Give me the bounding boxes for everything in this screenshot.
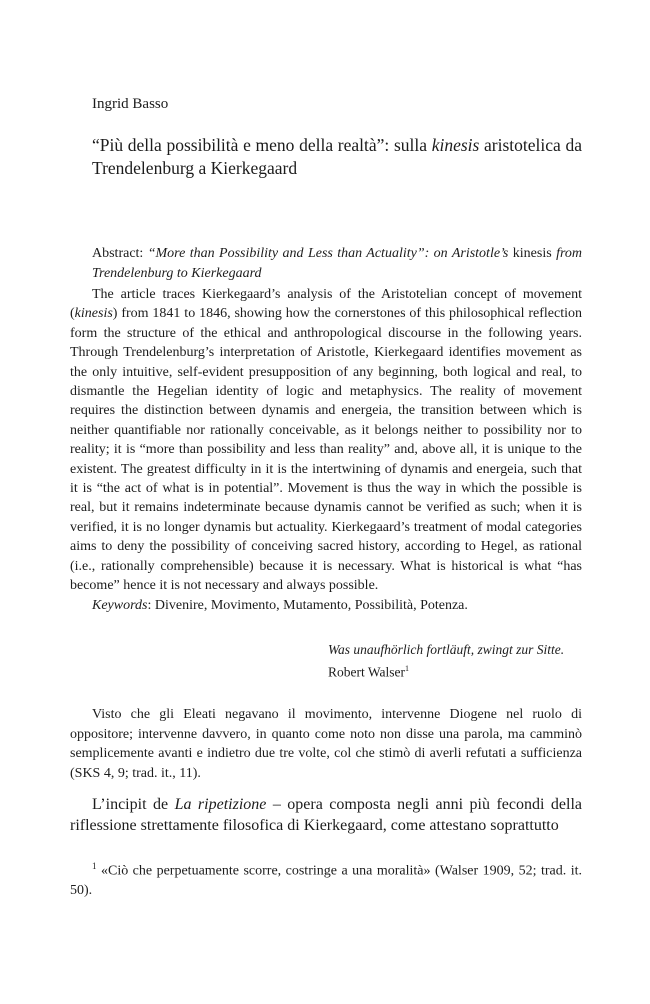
abstract-body bbox=[70, 285, 582, 596]
keywords bbox=[92, 598, 582, 614]
epigraph-quote: Was unaufhörlich fortläuft, zwingt zur Sitte. bbox=[328, 642, 565, 657]
epigraph-source bbox=[328, 659, 582, 682]
footnote-ref[interactable]: 1 bbox=[405, 664, 410, 673]
keywords-label: Keywords bbox=[92, 598, 148, 613]
keywords-sep: : bbox=[147, 598, 155, 613]
abstract-body-b: ) from 1841 to 1846, showing how the cornerstones of this philosophical reflection form the structure of the ethical and anthropological discourse in the following years. Through Trendelenburg’s interpretation of Aristotle, Kierkegaard identifies movement as the only intuitive, self-evident presupposition of any beginning, both logical and real, to dismantle the Hegelian identity of logic and metaphysics. The reality of movement requires the distinction between dynamis and energeia, the transition between which is neither quantifiable nor rationally conceivable, as it belongs neither to possibility nor to reality; it is “more than possibility and less than reality” and, above all, it is unique to the existent. The greatest difficulty in it is the intertwining of dynamis and energeia, such that it is “the act of what is in potential”. Movement is thus the way in which the possible is real, but it remains indeterminate because dynamis cannot be verified as such; when it is verified, it is no longer dynamis but actuality. Kierkegaard’s treatment of modal categories aims to deny the possibility of conceiving sacred history, according to Hegel, as rational (i.e., rationally comprehensible) because it is necessary. What is historical is what “has become” hence it is not necessary and always possible. bbox=[70, 306, 582, 594]
article-title bbox=[92, 134, 582, 180]
body-paragraph bbox=[70, 795, 582, 836]
title-part2: aristotelica da Trendelenburg a Kierkegaard bbox=[92, 135, 582, 178]
title-kinesis: kinesis bbox=[431, 135, 480, 155]
abstract-title-kinesis: kinesis bbox=[508, 246, 557, 261]
epigraph bbox=[328, 640, 582, 682]
footnote-text: «Ciò che perpetuamente scorre, costringe a una moralità» (Walser 1909, 52; trad. it. 50). bbox=[70, 863, 582, 899]
body-title-italic: La ripetizione bbox=[174, 796, 267, 813]
abstract-body-kinesis: kinesis bbox=[74, 306, 113, 322]
author-name: Ingrid Basso bbox=[92, 96, 169, 112]
abstract-body-a: The article traces Kierkegaard’s analysis of the Aristotelian concept of movement ( bbox=[70, 287, 582, 322]
intro-paragraph: Visto che gli Eleati negavano il movimento, intervenne Diogene nel ruolo di oppositore; intervenne davvero, in quanto come noto non disse una parola, ma camminò semplicemente avanti e indietro due tre volte, col che stimò di averli refutati a sufficienza (SKS 4, 9; trad. it., 11). bbox=[70, 707, 582, 781]
epigraph-author: Robert Walser bbox=[328, 664, 406, 680]
body-b: – opera composta negli anni più fecondi della riflessione strettamente filosofica di Kierkegaard, come attestano soprattutto bbox=[70, 796, 583, 834]
footnote-marker: 1 bbox=[92, 861, 97, 871]
body-a: L’incipit de bbox=[92, 796, 175, 813]
keywords-values: Divenire, Movimento, Mutamento, Possibilità, Potenza. bbox=[154, 598, 468, 613]
abstract-heading bbox=[92, 244, 582, 283]
abstract-title-italic: “More than Possibility and Less than Actuality”: on Aristotle’s bbox=[147, 246, 509, 261]
abstract-title-italic-2: from Trendelenburg to Kierkegaard bbox=[92, 246, 582, 281]
footnote bbox=[70, 857, 582, 901]
abstract-label: Abstract: bbox=[92, 246, 148, 261]
title-part1: “Più della possibilità e meno della realtà”: sulla bbox=[92, 135, 432, 155]
